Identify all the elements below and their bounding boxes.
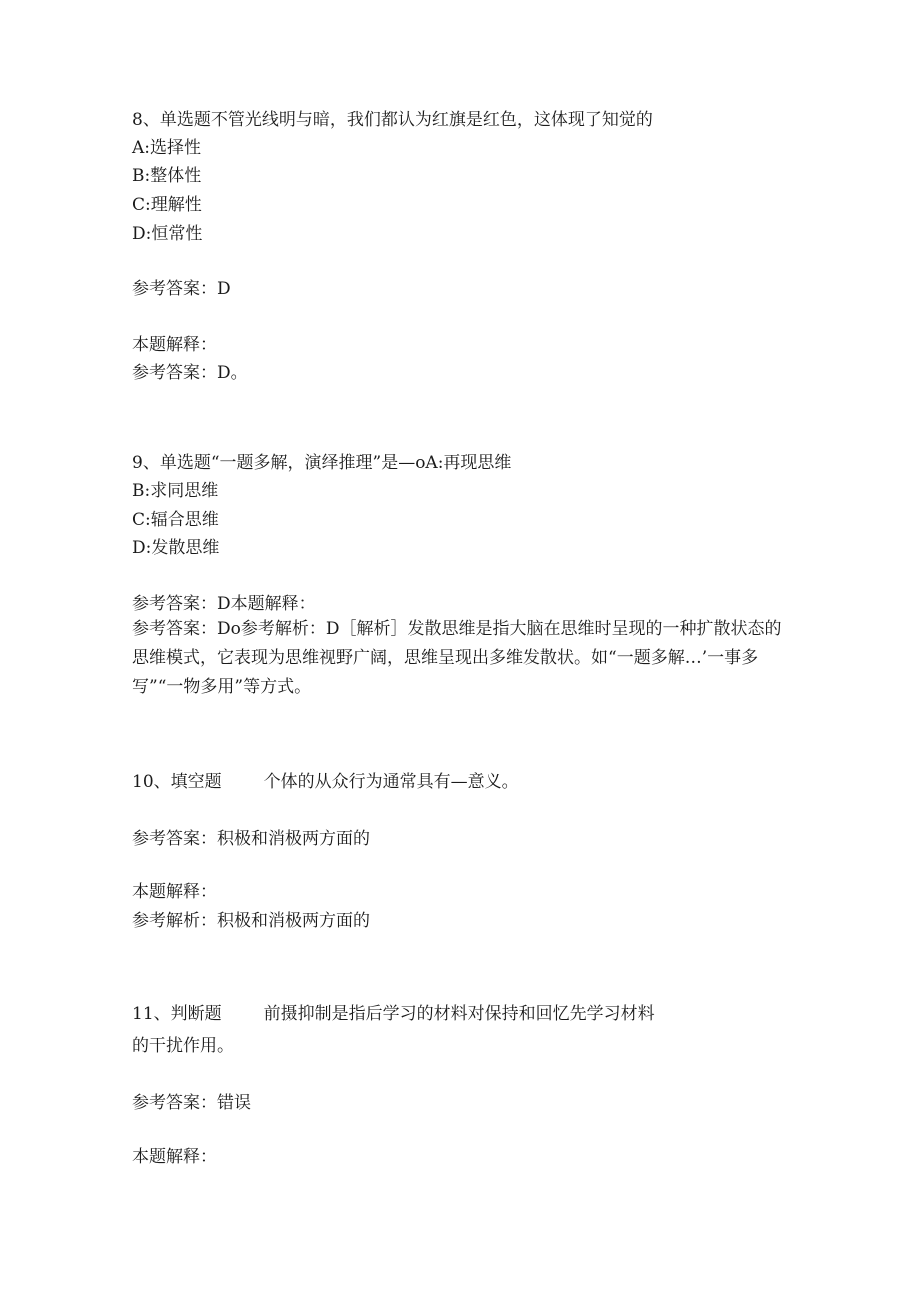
q9-option-d: D:发散思维 — [132, 538, 220, 558]
q11-explain-label: 本题解释： — [132, 1147, 217, 1167]
q8-answer: 参考答案：D — [132, 279, 231, 299]
q9-answer-line: 参考答案：D本题解释： — [132, 594, 316, 614]
q8-stem: 8、单选题不管光线明与暗，我们都认为红旗是红色，这体现了知觉的 — [132, 110, 653, 130]
q10-explain: 参考解析：积极和消极两方面的 — [132, 911, 370, 931]
q10-answer: 参考答案：积极和消极两方面的 — [132, 829, 370, 849]
q10-text: 个体的从众行为通常具有—意义。 — [263, 772, 519, 792]
q11-text: 前摄抑制是指后学习的材料对保持和回忆先学习材料 — [263, 1004, 655, 1024]
q9-option-c: C:辐合思维 — [132, 510, 219, 530]
q9-analysis: 参考答案：Do参考解析：D［解析］发散思维是指大脑在思维时呈现的一种扩散状态的思维模式，它表现为思维视野广阔，思维呈现出多维发散状。如“一题多解…’一事多写”“一物多用”等方式。 — [132, 619, 782, 697]
q8-explain: 参考答案：D。 — [132, 363, 248, 383]
q8-option-c: C:理解性 — [132, 195, 202, 215]
q8-option-d: D:恒常性 — [132, 224, 203, 244]
q11-number: 11、判断题 — [132, 1004, 222, 1024]
q11-text-continued: 的干扰作用。 — [132, 1036, 234, 1056]
q11-answer: 参考答案：错误 — [132, 1093, 251, 1113]
q8-option-b: B:整体性 — [132, 166, 202, 186]
q8-option-a: A:选择性 — [132, 138, 202, 158]
q11-stem — [132, 1003, 655, 1025]
q10-explain-label: 本题解释： — [132, 882, 217, 902]
q9-option-b: B:求同思维 — [132, 481, 219, 501]
q10-number: 10、填空题 — [132, 772, 222, 792]
q8-explain-label: 本题解释： — [132, 335, 217, 355]
q9-stem: 9、单选题“一题多解，演绎推理”是—oA:再现思维 — [132, 453, 512, 473]
q10-stem — [132, 771, 519, 793]
